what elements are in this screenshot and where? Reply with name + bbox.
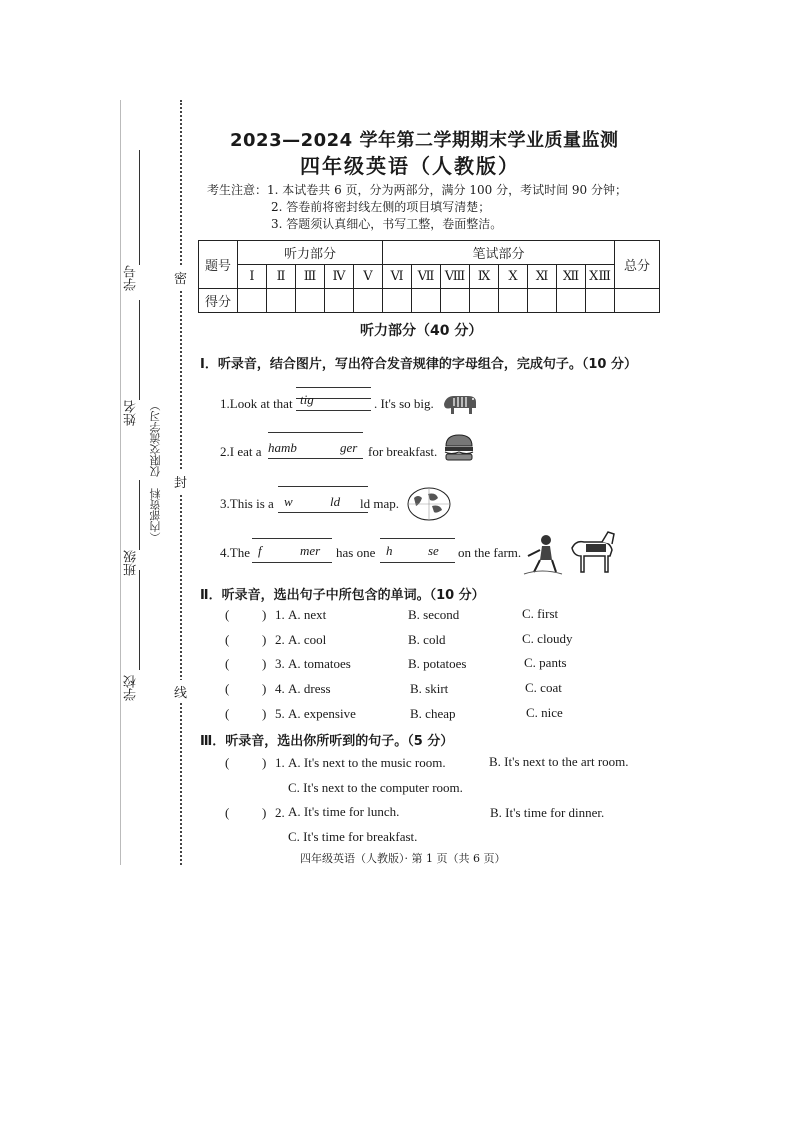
section2-title: Ⅱ．听录音，选出句子中所包含的单词。（10 分）: [200, 588, 485, 603]
answer-paren-close: ): [262, 632, 267, 647]
item1-answer[interactable]: tig: [300, 392, 314, 407]
answer-blank[interactable]: [226, 704, 266, 722]
item3-pre: 3.This is a: [220, 496, 274, 511]
answer-paren-close: ): [262, 805, 267, 820]
note-1: 1. 本试卷共 6 页，分为两部分，满分 100 分，考试时间 90 分钟；: [267, 183, 627, 197]
seal-char-mi: 密: [174, 266, 187, 289]
hamburger-image: [443, 432, 475, 464]
answer-paren-close: ): [262, 656, 267, 671]
option-c: C. pants: [524, 655, 567, 670]
option-b: B. potatoes: [408, 656, 467, 671]
answer-paren-close: ): [262, 755, 267, 770]
writing-guide-line: [278, 486, 368, 487]
col-XIII: ⅩⅢ: [586, 265, 615, 289]
item4-pre: 4.The: [220, 545, 250, 560]
exam-title: 2023—2024 学年第二学期期末学业质量监测: [230, 130, 619, 151]
item-number: 5.: [275, 706, 285, 721]
score-cell[interactable]: [354, 289, 383, 313]
item1-pre: 1.Look at that: [220, 396, 293, 411]
col-XI: Ⅺ: [528, 265, 557, 289]
writing-answer-line: [380, 562, 455, 563]
note-2: 2. 答卷前将密封线左侧的项目填写清楚；: [271, 200, 491, 214]
item-number: 4.: [275, 681, 285, 696]
col-VI: Ⅵ: [383, 265, 412, 289]
option-c: C. cloudy: [522, 631, 573, 646]
written-header: 笔试部分: [383, 241, 615, 265]
answer-paren-open: (: [225, 681, 230, 696]
row-label-score: 得分: [199, 289, 238, 313]
item2-answer-2[interactable]: ger: [340, 440, 358, 455]
col-XII: Ⅻ: [557, 265, 586, 289]
col-VII: Ⅶ: [412, 265, 441, 289]
item-number: 2.: [275, 632, 285, 647]
answer-blank[interactable]: [226, 654, 266, 672]
score-cell[interactable]: [441, 289, 470, 313]
col-X: Ⅹ: [499, 265, 528, 289]
score-cell[interactable]: [586, 289, 615, 313]
note-3: 3. 答题须认真细心，书写工整，卷面整洁。: [271, 217, 503, 231]
writing-answer-line: [268, 458, 363, 459]
notes-label: 考生注意：: [207, 183, 268, 197]
col-VIII: Ⅷ: [441, 265, 470, 289]
col-III: Ⅲ: [296, 265, 325, 289]
answer-blank[interactable]: [226, 679, 266, 697]
option-c: C. It's next to the computer room.: [288, 780, 463, 795]
option-c: C. first: [522, 606, 559, 621]
writing-answer-line: [252, 562, 332, 563]
seal-char-xian: 线: [174, 680, 187, 703]
score-cell[interactable]: [383, 289, 412, 313]
option-a: A. cool: [288, 632, 327, 647]
score-cell[interactable]: [557, 289, 586, 313]
writing-guide-line: [252, 538, 332, 539]
writing-guide-line: [296, 387, 371, 388]
answer-paren-close: ): [262, 607, 267, 622]
name-field[interactable]: [139, 300, 140, 400]
option-b: B. cold: [408, 632, 446, 647]
answer-paren-open: (: [225, 706, 230, 721]
writing-answer-line: [296, 410, 371, 411]
item1-post: . It's so big.: [374, 396, 434, 411]
option-b: B. It's next to the art room.: [489, 754, 629, 769]
option-a: A. tomatoes: [288, 656, 351, 671]
farm-image: [522, 526, 618, 576]
answer-blank[interactable]: [226, 630, 266, 648]
binding-edge-line: [120, 100, 121, 865]
option-a: A. It's next to the music room.: [288, 755, 446, 770]
item4-post: on the farm.: [458, 545, 522, 560]
item4-mid: has one: [336, 545, 376, 560]
score-cell[interactable]: [528, 289, 557, 313]
student-id-label: 学号: [124, 265, 139, 291]
student-id-field[interactable]: [139, 150, 140, 265]
option-b: B. skirt: [410, 681, 449, 696]
writing-guide-line: [380, 538, 455, 539]
school-field[interactable]: [139, 570, 140, 670]
col-II: Ⅱ: [267, 265, 296, 289]
school-label: 学校: [124, 675, 139, 701]
item3-answer-1[interactable]: w: [284, 494, 293, 509]
name-label: 姓名: [124, 400, 139, 426]
answer-paren-close: ): [262, 681, 267, 696]
row-label-question: 题号: [199, 241, 238, 289]
item-number: 1.: [275, 607, 285, 622]
option-b: B. It's time for dinner.: [490, 805, 605, 820]
class-label: 班级: [124, 550, 139, 576]
item2-post: for breakfast.: [368, 444, 438, 459]
answer-blank[interactable]: [226, 753, 266, 771]
item4-answer-4[interactable]: se: [428, 543, 439, 558]
item4-answer-1[interactable]: f: [258, 543, 262, 558]
section1-title: Ⅰ．听录音，结合图片，写出符合发音规律的字母组合，完成句子。（10 分）: [200, 357, 637, 372]
answer-blank[interactable]: [226, 803, 266, 821]
option-a: A. dress: [288, 681, 331, 696]
item-number: 3.: [275, 656, 285, 671]
option-a: A. expensive: [288, 706, 356, 721]
seal-char-feng: 封: [174, 470, 187, 493]
class-field[interactable]: [139, 480, 140, 550]
item3-answer-2[interactable]: ld: [330, 494, 341, 509]
score-cell[interactable]: [267, 289, 296, 313]
answer-paren-open: (: [225, 632, 230, 647]
globe-image: [406, 486, 452, 522]
score-cell[interactable]: [470, 289, 499, 313]
col-I: Ⅰ: [238, 265, 267, 289]
option-c: C. coat: [525, 680, 562, 695]
answer-blank[interactable]: [226, 605, 266, 623]
exam-notes: [207, 182, 627, 233]
score-cell[interactable]: [412, 289, 441, 313]
section3-title: Ⅲ．听录音，选出你所听到的句子。（5 分）: [200, 734, 454, 749]
col-V: Ⅴ: [354, 265, 383, 289]
option-a: A. next: [288, 607, 327, 622]
col-IX: Ⅸ: [470, 265, 499, 289]
answer-paren-open: (: [225, 607, 230, 622]
score-cell[interactable]: [238, 289, 267, 313]
col-IV: Ⅳ: [325, 265, 354, 289]
item4-answer-2[interactable]: mer: [300, 543, 321, 558]
score-cell[interactable]: [325, 289, 354, 313]
score-table: [198, 240, 660, 313]
item-number: 1.: [275, 755, 285, 770]
item3-post: ld map.: [360, 496, 399, 511]
score-cell[interactable]: [499, 289, 528, 313]
item4-answer-3[interactable]: h: [386, 543, 393, 558]
option-b: B. second: [408, 607, 460, 622]
page-footer: 四年级英语（人教版）· 第 1 页（共 6 页）: [300, 852, 506, 865]
tiger-image: [440, 390, 480, 416]
writing-guide-line: [268, 432, 363, 433]
listening-header: 听力部分: [238, 241, 383, 265]
option-a: A. It's time for lunch.: [288, 804, 400, 819]
answer-paren-open: (: [225, 805, 230, 820]
writing-answer-line: [278, 512, 368, 513]
option-b: B. cheap: [410, 706, 456, 721]
item-number: 2.: [275, 805, 285, 820]
answer-paren-open: (: [225, 656, 230, 671]
total-score-cell[interactable]: [615, 289, 660, 313]
answer-paren-close: ): [262, 706, 267, 721]
item2-answer-1[interactable]: hamb: [268, 440, 297, 455]
score-cell[interactable]: [296, 289, 325, 313]
exam-subtitle: 四年级英语（人教版）: [300, 154, 520, 178]
internal-note: （内部资料 仅限交流学习）: [149, 400, 162, 543]
total-header: 总分: [615, 241, 660, 289]
item2-pre: 2.I eat a: [220, 444, 262, 459]
option-c: C. It's time for breakfast.: [288, 829, 418, 844]
listening-part-title: 听力部分（40 分）: [360, 323, 483, 339]
option-c: C. nice: [526, 705, 563, 720]
answer-paren-open: (: [225, 755, 230, 770]
